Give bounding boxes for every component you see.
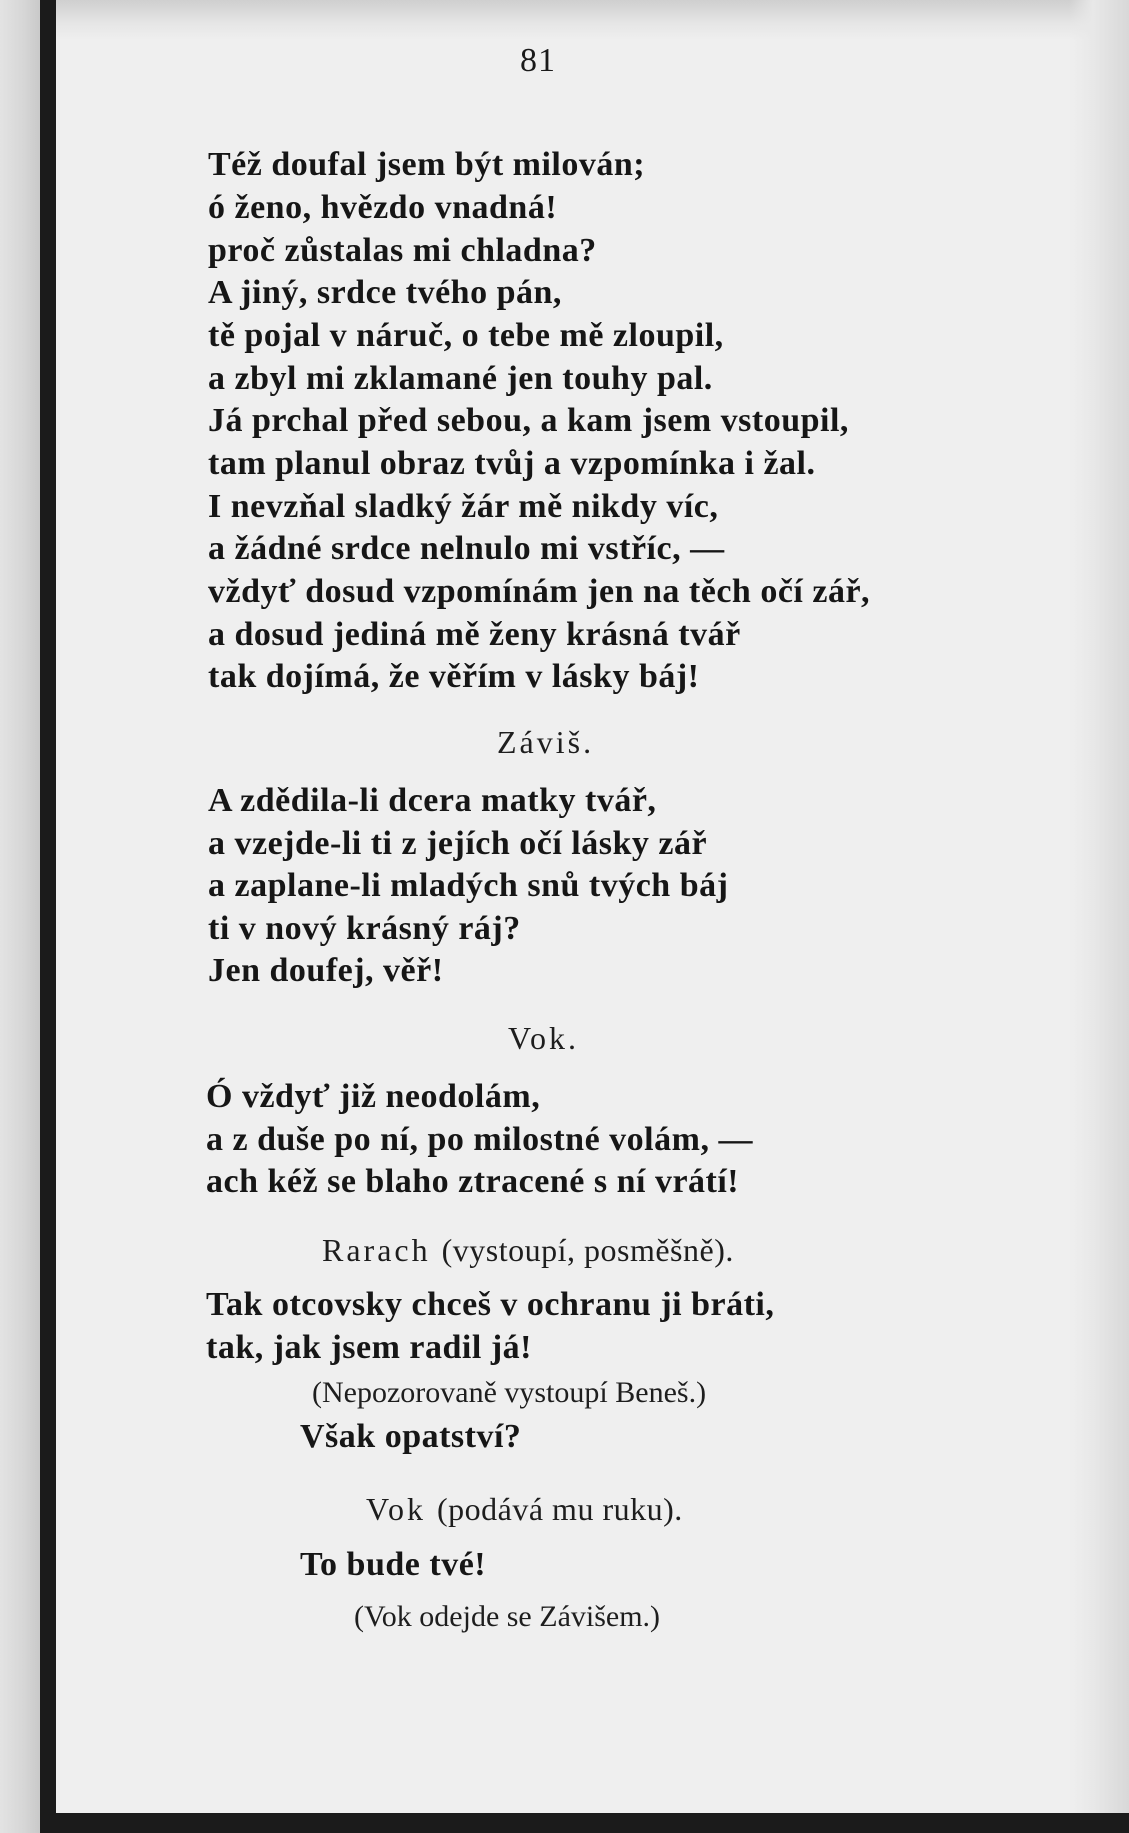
- verse-line: tak dojímá, že věřím v lásky báj!: [208, 658, 700, 695]
- speaker-with-direction: [366, 1491, 683, 1528]
- verse-line: vždyť dosud vzpomínám jen na těch očí zář,: [208, 573, 871, 610]
- stage-direction: (podává mu ruku).: [436, 1491, 683, 1527]
- verse-line: Však opatství?: [300, 1418, 522, 1455]
- verse-line: ó ženo, hvězdo vnadná!: [208, 189, 558, 226]
- top-page-shadow: [56, 0, 1129, 40]
- bottom-page-edge: [56, 1813, 1129, 1833]
- right-page-edge: [1069, 0, 1129, 1833]
- verse-line: A jiný, srdce tvého pán,: [208, 274, 562, 311]
- speaker-name: Vok: [366, 1491, 426, 1527]
- verse-line: tě pojal v náruč, o tebe mě zloupil,: [208, 317, 724, 354]
- verse-line: Též doufal jsem být milován;: [208, 146, 646, 183]
- stage-direction: (vystoupí, posměšně).: [441, 1232, 734, 1268]
- verse-line: proč zůstalas mi chladna?: [208, 232, 597, 269]
- verse-line: Tak otcovsky chceš v ochranu ji bráti,: [206, 1286, 775, 1323]
- speaker-with-direction: [322, 1232, 734, 1269]
- page-number: 81: [520, 42, 556, 79]
- verse-line: Jen doufej, věř!: [208, 952, 444, 989]
- verse-line: tam planul obraz tvůj a vzpomínka i žal.: [208, 445, 816, 482]
- verse-line: a zaplane-li mladých snů tvých báj: [208, 867, 729, 904]
- verse-line: a z duše po ní, po milostné volám, —: [206, 1121, 753, 1158]
- book-spine-shadow: [40, 0, 56, 1833]
- speaker-name: Rarach: [322, 1232, 431, 1268]
- left-page-edge: [0, 0, 40, 1833]
- verse-line: ti v nový krásný ráj?: [208, 910, 521, 947]
- speaker-name: Záviš.: [497, 724, 595, 760]
- verse-line: a vzejde-li ti z jejích očí lásky zář: [208, 825, 708, 862]
- verse-line: a zbyl mi zklamané jen touhy pal.: [208, 360, 713, 397]
- verse-line: Ó vždyť již neodolám,: [206, 1078, 541, 1115]
- verse-line: Já prchal před sebou, a kam jsem vstoupil,: [208, 402, 849, 439]
- stage-direction: (Nepozorovaně vystoupí Beneš.): [312, 1376, 707, 1409]
- stage-direction: (Vok odejde se Závišem.): [354, 1600, 661, 1633]
- verse-line: I nevzňal sladký žár mě nikdy víc,: [208, 488, 719, 525]
- speaker-name: Vok.: [508, 1020, 579, 1056]
- verse-line: To bude tvé!: [300, 1546, 487, 1583]
- verse-line: tak, jak jsem radil já!: [206, 1329, 532, 1366]
- verse-line: a dosud jediná mě ženy krásná tvář: [208, 616, 741, 653]
- verse-line: ach kéž se blaho ztracené s ní vrátí!: [206, 1163, 740, 1200]
- verse-line: A zdědila-li dcera matky tvář,: [208, 782, 657, 819]
- verse-line: a žádné srdce nelnulo mi vstříc, —: [208, 530, 725, 567]
